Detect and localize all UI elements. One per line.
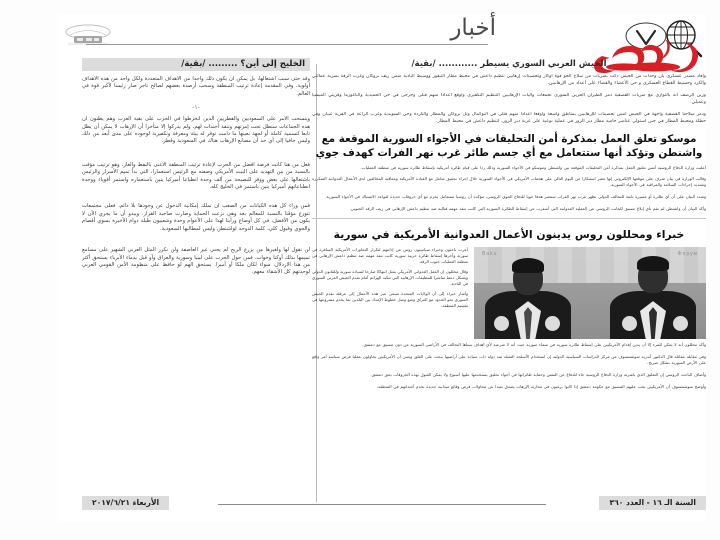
- photo-banner-text-right: Форум: [677, 251, 698, 258]
- left-continuation-dots: .........: [208, 59, 238, 69]
- footer-issue: السنة الـ ١٦ - العدد ٣٦٠: [599, 496, 706, 510]
- article-2-paragraph: وأشار خبراء إلى أن الولايات المتحدة تسعى عبر هذه الأعمال إلى عرقلة تقدم الجيش السوري نحو الحدود مع العراق ومنع وصل خطوط الإمداد بين البلدين بما يخدم مشروعها في تقسيم المنطقة.: [312, 290, 468, 308]
- page-footer: [58, 496, 706, 512]
- panel-discussion-photo: [474, 247, 706, 339]
- left-paragraph: لن نقول لها ولغيرها من يزرع الريح لم يجني غير العاصفة ولن نكرر المثل العربي الشهير على مسامع تميمها بذلك أوكنا وخوات. فمن حول الحرب على ليبيا وسورية والعراق وأو قبل بدماء الأبرياء يستحق أكثر من هذا الازدلال، سواء لكان ملكا أو أميرا. يستحق الهم لو حافظ على منظومة الأمن القومي العربي لوجدتهم كل الأشقاء معهم.: [82, 247, 310, 276]
- right-column: [312, 58, 706, 506]
- photo-banner-text-left: Baku: [482, 251, 498, 258]
- section-title: أخبار: [450, 15, 496, 41]
- right-intro-paragraph: وأفاد مصدر عسكري بأن وحدات من الجيش دكت بضربات من سلاح الجو قوة أوكار وتحصينات إرهابيي تنظيم داعش في محيط مطار التيفور ووسيط البادية ضمن ريف بروكان وغرب الرقة بضربة عمالتي والكرد وحسيط القطاع العسكري و حي الأعضاء والقضاء على أعداد من الإرهابيين.: [312, 74, 706, 86]
- left-continuation-tag: /بقية/: [181, 59, 206, 69]
- footer-divider: [218, 504, 546, 505]
- article-1-paragraph: أعلنت وزارة الدفاع الروسية أمس تعليق العمل بمذكرة أمن التحليقات الموقعة بين واشنطن وموسكو في الأجواء السورية وذلك ردا على قيام طائرة أمريكية بإسقاط طائرة سورية في منطقة العمليات.: [360, 164, 706, 170]
- photo-person-left: [480, 259, 576, 339]
- paragraph-separator: -١-: [192, 104, 200, 112]
- article-divider: [312, 218, 706, 219]
- article-1-headline[interactable]: موسكو تعلق العمل بمذكرة أمن التحليقات في الأجواء السورية الموقعة مع واشنطن وتؤكد أنها ستتعامل مع أي جسم طائر غرب نهر الفرات كهدف جوي: [315, 132, 703, 160]
- right-continuation-tag: /بقية/: [411, 59, 436, 69]
- article-2-paragraph: وأوضح سوشنتسوف أن الأمريكيين يجب عليهم التنسيق مع حكومة دمشق إذا كانوا يرغبون في محاربة الإرهاب بصدق بعيدا عن محاولات فرض وقائع ميدانية جديدة تخدم أجنداتهم في المنطقة.: [376, 383, 706, 389]
- article-2-paragraph: وأضاف الباحث الروسي إن التعليق الذي باشرته وزارة الدفاع الروسية جاء للدفاع عن النفس وحماية طائراتها في أجواء تحليق يستخدمها عليها أسبوع ولا يمكن القبول بهذه الخروقات بحق دمشق.: [370, 371, 706, 377]
- article-2-paragraph: وأكد محللون أنه لا يمكن للمرء إلا أن يدين إقدام الأمريكيين على إسقاط طائرة سورية في سماء سورية حيث أنه لا شرعية لأي أهداف يتبناها التحالف في الأراضي السورية من دون تنسيق مع دمشق.: [362, 342, 706, 348]
- right-continuation-dots: ............: [438, 59, 478, 69]
- left-paragraph: فعل من هنا كانت فرصة أفضل من الحرب لإعادة ترتيب المنطقة الأغنى بالنفط والغاز، وهو ترتيب مؤقت بالنسبة من بين التهديد على البيت الأمريكي وصفته مع الرئيس استعمارا، التي بدأ تميم الأسرار والرئيس باشتعالها على بعض ووفر للنصيحة من ألف وحدة انطباعا أميركيا يتين باستعماره واستمر أقوياء ووحدة انطباعاتهم أميركيا يتين باستمر في الخليج كله.: [82, 161, 310, 191]
- left-column: [82, 58, 310, 506]
- left-continuation-header[interactable]: [82, 58, 310, 71]
- right-intro-paragraph: ودمر سلاحنا القصفية واجهة في الجيش أمس تحصينات للإرهابيين بمناطق واسعة وأوقعا أعدادا منهم قتلى في البوكمال وتل بروكان والمطار والكردة وحي السويدية وغرب الراعة في القرية عيبان وفي حطلة ومحيط المطار في حين استولى عناصر حامية مطار دير الزور في عملية نوعية على غربة دير الزور، لتنظيم داعش في محيط المطار.: [312, 112, 706, 124]
- article-2-paragraph: وقال محللون إن العمل العدواني الأمريكي يمثل انتهاكا صارخا لسيادة سورية وللقانون الدولي ويشكل دعما مباشرا للتنظيمات الإرهابية التي تتكبد الهزائم أمام تقدم الجيش العربي السوري في البادية.: [312, 268, 468, 286]
- article-1-paragraph: وقالت الوزارة في بيان شرف على موقعها الإلكتروني إنها تعتبر استنكارا من اليوم التالي على هجمات الأمريكي في الأجواء السورية خلال إجراء تحقيق شامل مع القيادة الأمريكية ومعاقبة المخالفين لدى الأعمال العدوانية المتكررة وتشديد إجراءات السلامة والمراقبة في الأجواء السورية.: [312, 176, 706, 188]
- footer-date: الأربعاء ٢٠١٧/٦/٢١: [82, 496, 169, 510]
- left-paragraph: فمن وراء كل هذه الكيانات من الصعب أن تملك إمكانية الدخول عن وجودها بلا دائم، فعلى مجتمعات تتوزع مؤقتا بالنسبة للمعالم بعد وهي نزعت الحماية وصارت صاحبة القرار. ويبدو أن ما يجري الآن لا يكون من الأفضل، في كل أوضاع ورأينا لهذا على الأعوام وحدة وشعبيون طيلة دوام الأخيرة بسوي أقصام والجوي وقبول كلي، كلمة الدوحة لواشنطن وليس لمطالبها السعودية.: [82, 203, 310, 232]
- right-continuation-header[interactable]: [312, 58, 706, 71]
- article-2-paragraph: وفي مقابلة مماثلة قال الدكتور أندريه سوشنتسوف من مركز الدراسات السياسية الدولية إن استخدام الأسلحة الثقيلة ضد دولة ذات سيادة على أراضيها يبحث على القلق ويعني أن الأمريكيين يحاولون عمليا فرض سياسة أمر واقع على الأرض السورية بشكل صريح.: [312, 354, 706, 365]
- newspaper-sheet: [58, 14, 706, 522]
- article-1-paragraph: وشدد البيان على أن أي طائرة أو مسيرة تابعة للتحالف الدولي تظهر غرب نهر الفرات ستعتبر هدفا جويا للدفاع الجوي الروسي، مؤكدة أن روسيا ستتعامل بحزم مع أي خروقات جديدة لقواعد الاشتباك في الأجواء السورية.: [325, 194, 706, 200]
- right-intro-paragraph: وزين الرصف أنه بالتوازي مع ضربات القصفية دمر الطيران الحربي السوري تجمعات وآليات الإرهابيين التنظيم التكفيري وأوقع أعدادا منهم قتلى وجرحى في حي الحميدية والباغوزما وقريتي الميشيا وعميلي.: [312, 93, 706, 105]
- masthead-divider: [86, 44, 488, 45]
- left-paragraph: وينسحب الأمر على السعوديين والقطريين الذين انخرطوا في الحرب على بقية العرب وهم يظنون أن هذه الجماعات ستظل تحت إمرتهم وتنفذ أجندات لهم، ولم يدركوا إلا متأخرا أن الإرهاب لا يمكن أن يظل تابعا لتسمية كاملة أو لجهة بعينها ما دامت توفر له بيئة ومعرفة وتكفيرية لوجوده على مدى أبعد من ذلك وليس خافيا إلى أي حد أن مصانع الإرهاب هناك في السعودية وقطر.: [82, 116, 310, 145]
- article-1-paragraph: وأكد البيان أن واشنطن لم تقم بأي إبلاغ مسبق للجانب الروسي عن العملية العدوانية التي أسفرت عن إسقاط الطائرة السورية التي كانت تنفذ مهمة قتالية ضد تنظيم داعش الإرهابي في ريف الرقة الجنوبي.: [349, 206, 706, 212]
- article-2-headline[interactable]: خبراء ومحللون روس يدينون الأعمال العدوانية الأمريكية في سورية: [333, 228, 685, 242]
- article-2-paragraph: أعرب باحثون وخبراء سياسيون روس عن إدانتهم لتكرار التجاوزات الأمريكية السافرة في سورية وآخرها إسقاط طائرة حربية سورية كانت تنفذ مهمة ضد تنظيم داعش الإرهابي في منطقة العمليات جنوب الرقة.: [312, 247, 468, 264]
- left-paragraph: وقد حتى سبب اشتعالها، بل يمكن أن يكون ذلك واحدا من الأهداف المتعددة ولكل واحد من هذه الأهداف أولوية. وفي المقدمة إعادة ترتيب المنطقة وسحب أرصدة بعضهم لصالح تاجر صار رئيسا لأكبر قوة في العالم.: [82, 76, 310, 97]
- photo-person-right: [604, 255, 702, 339]
- left-continuation-title: الخليج إلى أين؟: [240, 59, 305, 69]
- right-continuation-title: الجيش العربي السوري يسيطر: [480, 59, 607, 69]
- masthead: [58, 14, 706, 60]
